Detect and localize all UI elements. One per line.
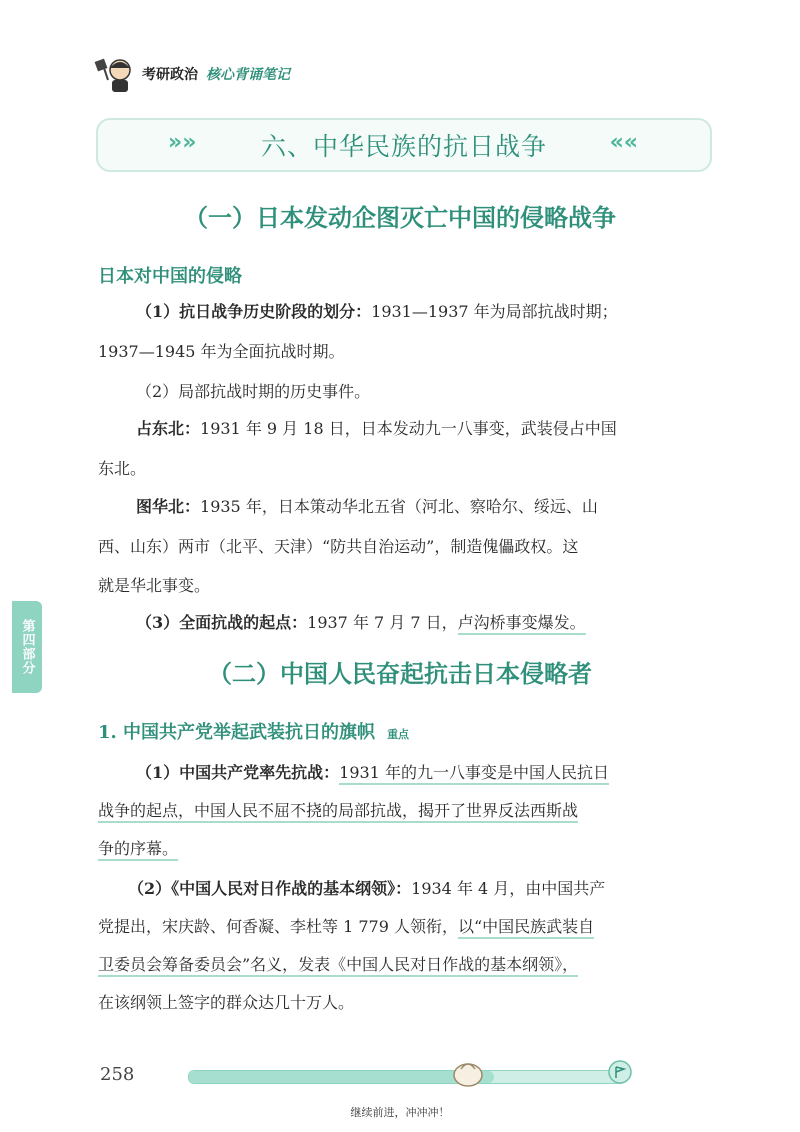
chapter-banner — [96, 118, 712, 172]
subtitle-cpc-flag: 1. 中国共产党举起武装抗日的旗帜 重点 — [98, 722, 410, 743]
paragraph-north-china: 图华北：1935 年，日本策动华北五省（河北、察哈尔、绥远、山 — [136, 497, 598, 516]
paragraph-program-end: 在该纲领上签字的群众达几十万人。 — [98, 993, 355, 1012]
paragraph-local-events: （2）局部抗战时期的历史事件。 — [136, 382, 371, 401]
label-northeast: 占东北： — [136, 419, 201, 438]
highlight-lugou-bridge: 卢沟桥事变爆发。 — [458, 613, 586, 635]
paragraph-program: （2）《中国人民对日作战的基本纲领》：1934 年 4 月，由中国共产 — [128, 879, 606, 898]
key-point-badge: 重点 — [387, 728, 410, 741]
progress-fill — [189, 1071, 494, 1083]
label-full-war-start: （3）全面抗战的起点： — [136, 613, 308, 632]
page-number: 258 — [100, 1064, 135, 1085]
brand-tag: 核心背诵笔记 — [206, 67, 290, 83]
paragraph-full-war-start: （3）全面抗战的起点：1937 年 7 月 7 日，卢沟桥事变爆发。 — [136, 613, 586, 633]
label-program: （2）《中国人民对日作战的基本纲领》： — [128, 879, 412, 898]
chapter-title: 六、中华民族的抗日战争 — [260, 132, 547, 161]
paragraph-northeast-cont: 东北。 — [98, 459, 147, 478]
paragraph-cpc-first-cont: 战争的起点，中国人民不屈不挠的局部抗战，揭开了世界反法西斯战 — [98, 801, 578, 821]
paragraph-cpc-first-end: 争的序幕。 — [98, 839, 178, 859]
paragraph-stage-division: （1）抗日战争历史阶段的划分：1931—1937 年为局部抗战时期； — [136, 302, 618, 321]
part-side-tab-label: 第四部分 — [19, 619, 35, 675]
label-north-china: 图华北： — [136, 497, 201, 516]
paragraph-program-cont2: 卫委员会筹备委员会”名义，发表《中国人民对日作战的基本纲领》， — [98, 955, 578, 975]
brand-name: 考研政治 — [142, 67, 198, 83]
book-header — [92, 54, 290, 94]
mascot-icon — [92, 54, 138, 94]
footer-motto: 继续前进，冲冲冲！ — [350, 1106, 450, 1119]
paragraph-north-china-end: 就是华北事变。 — [98, 576, 211, 595]
label-stage-division: （1）抗日战争历史阶段的划分： — [136, 302, 372, 321]
paragraph-north-china-cont: 西、山东）两市（北平、天津）“防共自治运动”，制造傀儡政权。这 — [98, 537, 579, 556]
chevron-right-icon: »» — [168, 130, 197, 155]
goal-flag-icon — [607, 1059, 633, 1085]
bun-icon — [451, 1057, 485, 1087]
section-title-1: （一）日本发动企图灭亡中国的侵略战争 — [184, 203, 616, 232]
reading-progress-bar — [188, 1070, 626, 1084]
section-title-2: （二）中国人民奋起抗击日本侵略者 — [208, 659, 592, 688]
chevron-left-icon: «« — [609, 130, 638, 155]
paragraph-cpc-first: （1）中国共产党率先抗战：1931 年的九一八事变是中国人民抗日 — [136, 763, 609, 783]
subtitle-japan-invasion: 日本对中国的侵略 — [98, 266, 242, 287]
paragraph-northeast: 占东北：1931 年 9 月 18 日，日本发动九一八事变，武装侵占中国 — [136, 419, 617, 438]
paragraph-program-cont: 党提出，宋庆龄、何香凝、李杜等 1 779 人领衔，以“中国民族武装自 — [98, 917, 594, 937]
paragraph-stage-division-cont: 1937—1945 年为全面抗战时期。 — [98, 342, 345, 361]
label-cpc-first: （1）中国共产党率先抗战： — [136, 763, 340, 782]
